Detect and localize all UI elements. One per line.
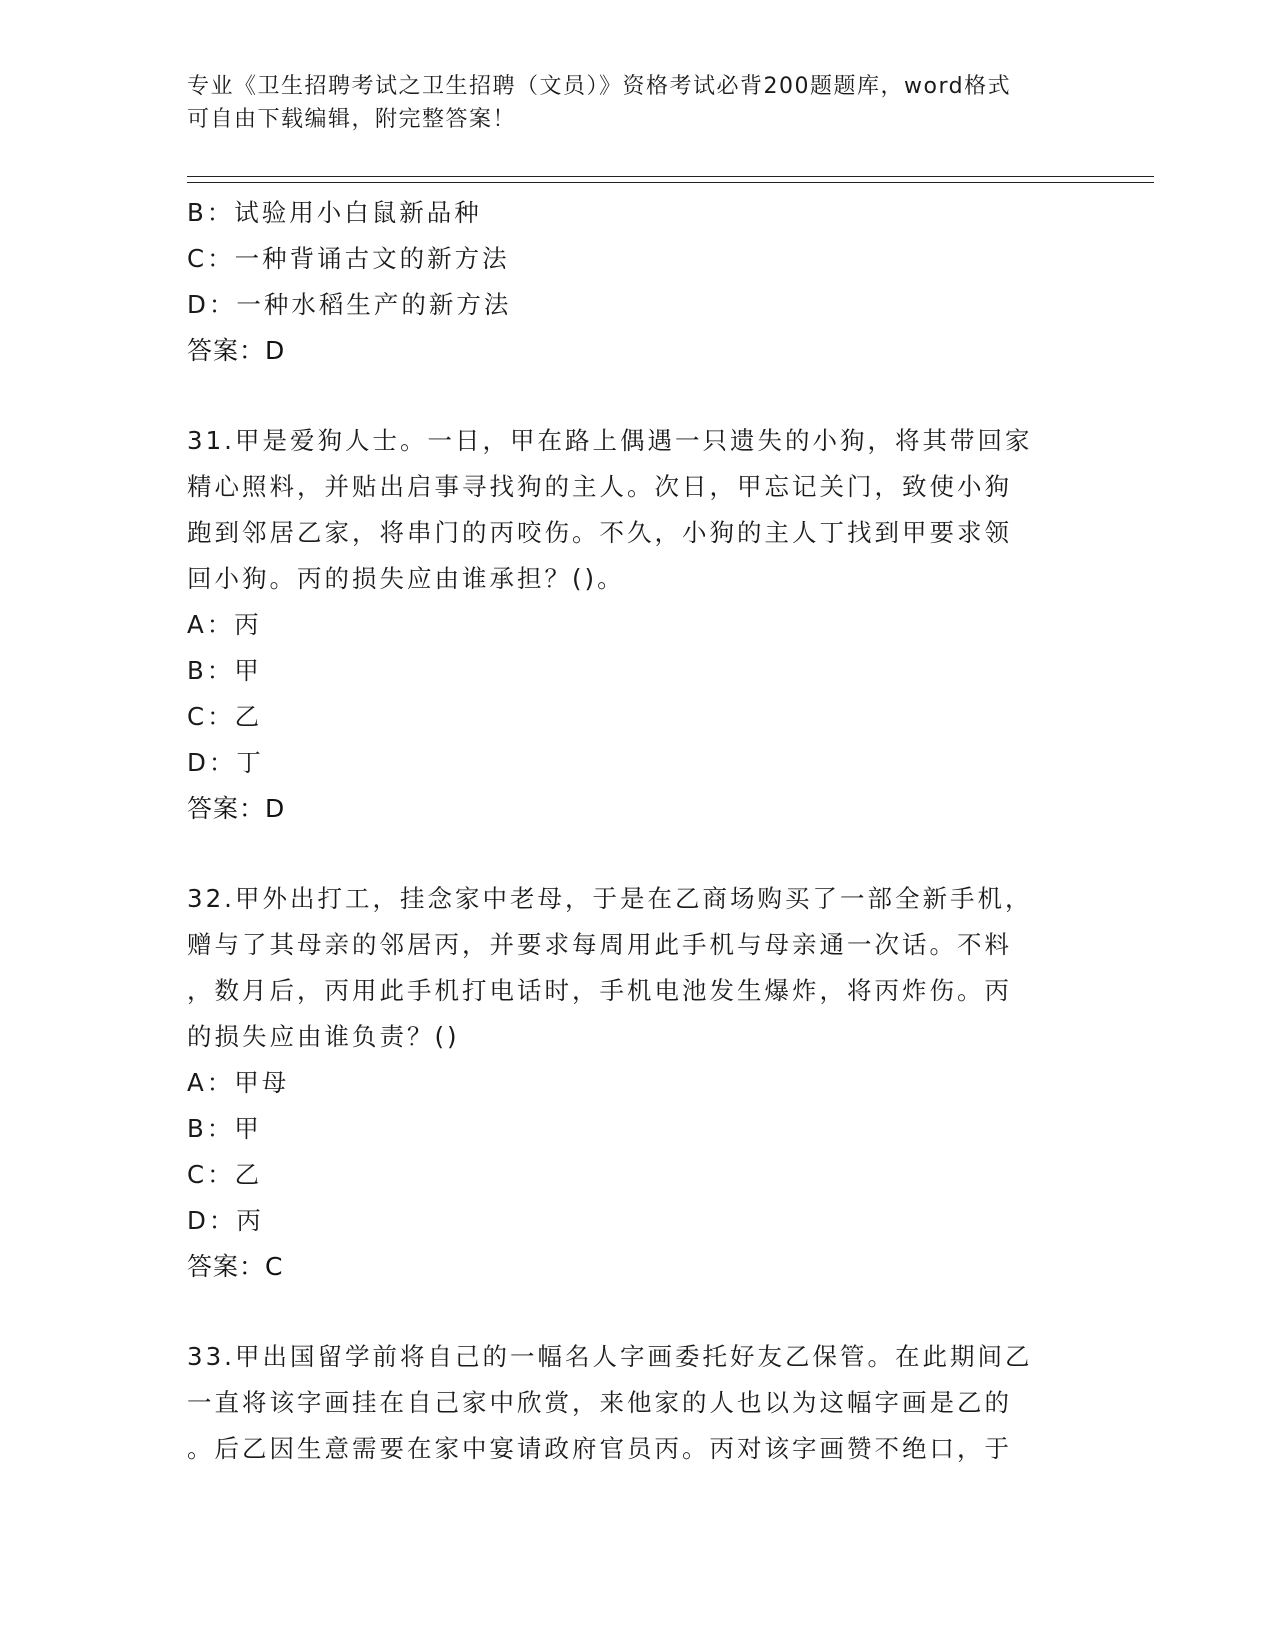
spacer (187, 1290, 1087, 1334)
document-header (187, 70, 1067, 136)
stem-line: 33.甲出国留学前将自己的一幅名人字画委托好友乙保管。在此期间乙 (187, 1342, 1033, 1371)
question-stem (187, 1334, 1087, 1472)
option-c: C：一种背诵古文的新方法 (187, 244, 510, 273)
option-b: B：甲 (187, 656, 262, 685)
document-body (187, 190, 1087, 1472)
question-stem (187, 418, 1087, 602)
question-30-tail (187, 190, 1087, 374)
answer-line: 答案：D (187, 336, 286, 365)
stem-line: 赠与了其母亲的邻居丙，并要求每周用此手机与母亲通一次话。不料 (187, 930, 1012, 959)
option-d: D：丙 (187, 1206, 264, 1235)
stem-line: 精心照料，并贴出启事寻找狗的主人。次日，甲忘记关门，致使小狗 (187, 472, 1012, 501)
spacer (187, 832, 1087, 876)
option-a: A：丙 (187, 610, 262, 639)
header-divider-bottom (187, 182, 1154, 183)
option-b: B：试验用小白鼠新品种 (187, 198, 482, 227)
stem-line: 回小狗。丙的损失应由谁承担？()。 (187, 564, 625, 593)
stem-line: ，数月后，丙用此手机打电话时，手机电池发生爆炸，将丙炸伤。丙 (187, 976, 1012, 1005)
header-line-2: 可自由下载编辑，附完整答案！ (187, 107, 517, 132)
question-stem (187, 876, 1087, 1060)
option-a: A：甲母 (187, 1068, 290, 1097)
option-d: D：一种水稻生产的新方法 (187, 290, 512, 319)
option-d: D：丁 (187, 748, 264, 777)
option-c: C：乙 (187, 702, 263, 731)
question-33 (187, 1334, 1087, 1472)
stem-line: 一直将该字画挂在自己家中欣赏，来他家的人也以为这幅字画是乙的 (187, 1388, 1012, 1417)
answer-line: 答案：C (187, 1252, 284, 1281)
header-line-1: 专业《卫生招聘考试之卫生招聘（文员）》资格考试必背200题题库，word格式 (187, 74, 1012, 99)
answer-line: 答案：D (187, 794, 286, 823)
question-31 (187, 418, 1087, 832)
stem-line: 32.甲外出打工，挂念家中老母，于是在乙商场购买了一部全新手机， (187, 884, 1033, 913)
option-c: C：乙 (187, 1160, 263, 1189)
header-divider-top (187, 176, 1154, 177)
spacer (187, 374, 1087, 418)
stem-line: 跑到邻居乙家，将串门的丙咬伤。不久，小狗的主人丁找到甲要求领 (187, 518, 1012, 547)
question-32 (187, 876, 1087, 1290)
stem-line: 的损失应由谁负责？() (187, 1022, 460, 1051)
stem-line: 。后乙因生意需要在家中宴请政府官员丙。丙对该字画赞不绝口，于 (187, 1434, 1012, 1463)
option-b: B：甲 (187, 1114, 262, 1143)
stem-line: 31.甲是爱狗人士。一日，甲在路上偶遇一只遗失的小狗，将其带回家 (187, 426, 1033, 455)
